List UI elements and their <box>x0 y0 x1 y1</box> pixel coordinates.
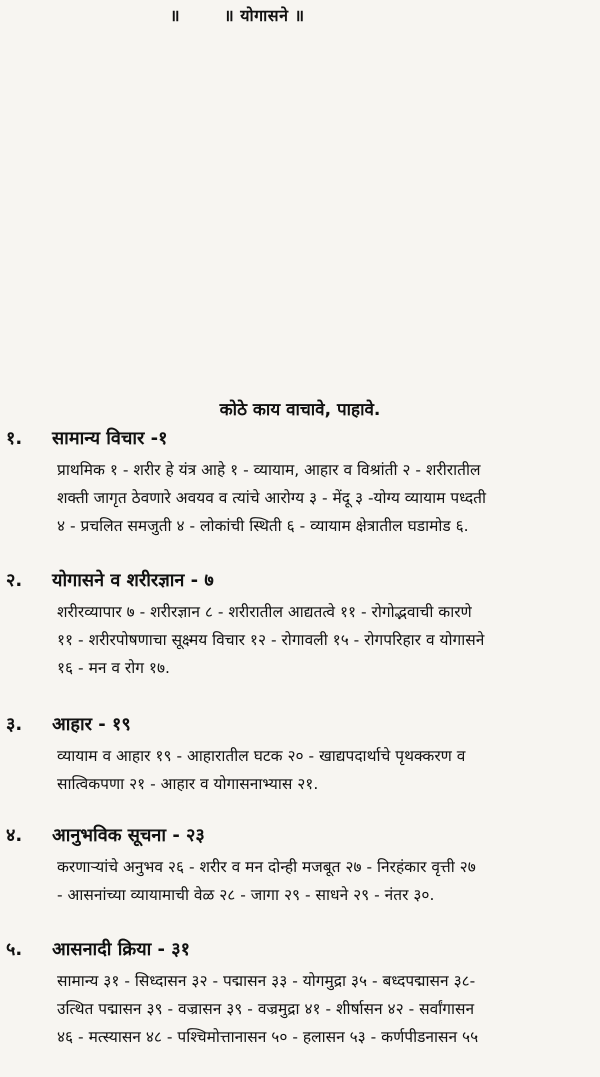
contents-section-5 <box>0 937 600 1051</box>
section-heading <box>0 568 600 598</box>
contents-title: कोठे काय वाचावे, पाहावे. <box>219 400 381 420</box>
running-head-close-mark: ॥ <box>294 6 305 25</box>
section-title: आसनादी क्रिया - ३१ <box>52 939 191 960</box>
running-head-left-mark: ॥ <box>170 6 181 25</box>
section-number: ५. <box>6 939 23 960</box>
section-line: १६ - मन व रोग १७. <box>57 659 170 677</box>
section-line: - आसनांच्या व्यायामाची वेळ २८ - जागा २९ - साधने २९ - नंतर ३०. <box>57 886 435 904</box>
contents-section-1 <box>0 426 600 540</box>
section-line: उत्थित पद्मासन ३९ - वज्रासन ३९ - वज्रमुद्रा ४१ - शीर्षासन ४२ - सर्वांगासन <box>57 1000 475 1018</box>
section-number: ३. <box>6 714 23 735</box>
section-line: ४६ - मत्स्यासन ४८ - पश्चिमोत्तानासन ५० - हलासन ५३ - कर्णपीडनासन ५५ <box>57 1028 479 1046</box>
section-body <box>57 456 594 540</box>
section-number: ४. <box>6 825 23 846</box>
running-head-open-mark: ॥ <box>224 6 235 25</box>
section-number: २. <box>6 570 23 591</box>
section-heading <box>0 712 600 742</box>
section-line: करणाऱ्यांचे अनुभव २६ - शरीर व मन दोन्ही मजबूत २७ - निरहंकार वृत्ती २७ <box>57 858 476 876</box>
section-heading <box>0 823 600 853</box>
section-line: ४ - प्रचलित समजुती ४ - लोकांची स्थिती ६ - व्यायाम क्षेत्रातील घडामोड ६. <box>57 517 469 535</box>
section-line: ११ - शरीरपोषणाचा सूक्ष्मय विचार १२ - रोगावली १५ - रोगपरिहार व योगासने <box>57 631 485 649</box>
section-line: शरीरव्यापार ७ - शरीरज्ञान ८ - शरीरातील आद्यतत्वे ११ - रोगोद्भवाची कारणे <box>57 603 472 621</box>
section-line: व्यायाम व आहार १९ - आहारातील घटक २० - खाद्यपदार्थाचे पृथक्करण व <box>57 747 466 765</box>
contents-section-3 <box>0 712 600 798</box>
section-body <box>57 853 594 909</box>
section-heading <box>0 937 600 967</box>
running-head-title: योगासने <box>240 6 289 25</box>
section-title: सामान्य विचार -१ <box>52 428 168 449</box>
section-line: सात्विकपणा २१ - आहार व योगासनाभ्यास २१. <box>57 775 319 793</box>
contents-section-2 <box>0 568 600 682</box>
section-title: योगासने व शरीरज्ञान - ७ <box>52 570 214 591</box>
running-head <box>170 4 305 26</box>
section-number: १. <box>6 428 23 449</box>
section-heading <box>0 426 600 456</box>
section-line: सामान्य ३१ - सिध्दासन ३२ - पद्मासन ३३ - योगमुद्रा ३५ - बध्दपद्मासन ३८- <box>57 972 476 990</box>
section-body <box>57 742 594 798</box>
section-title: आनुभविक सूचना - २३ <box>52 825 205 846</box>
section-line: शक्ती जागृत ठेवणारे अवयव व त्यांचे आरोग्य ३ - मेंदू ३ -योग्य व्यायाम पध्दती <box>57 489 487 507</box>
section-title: आहार - १९ <box>52 714 131 735</box>
section-body <box>57 967 594 1051</box>
section-body <box>57 598 594 682</box>
section-line: प्राथमिक १ - शरीर हे यंत्र आहे १ - व्यायाम, आहार व विश्रांती २ - शरीरातील <box>57 461 481 479</box>
contents-section-4 <box>0 823 600 909</box>
